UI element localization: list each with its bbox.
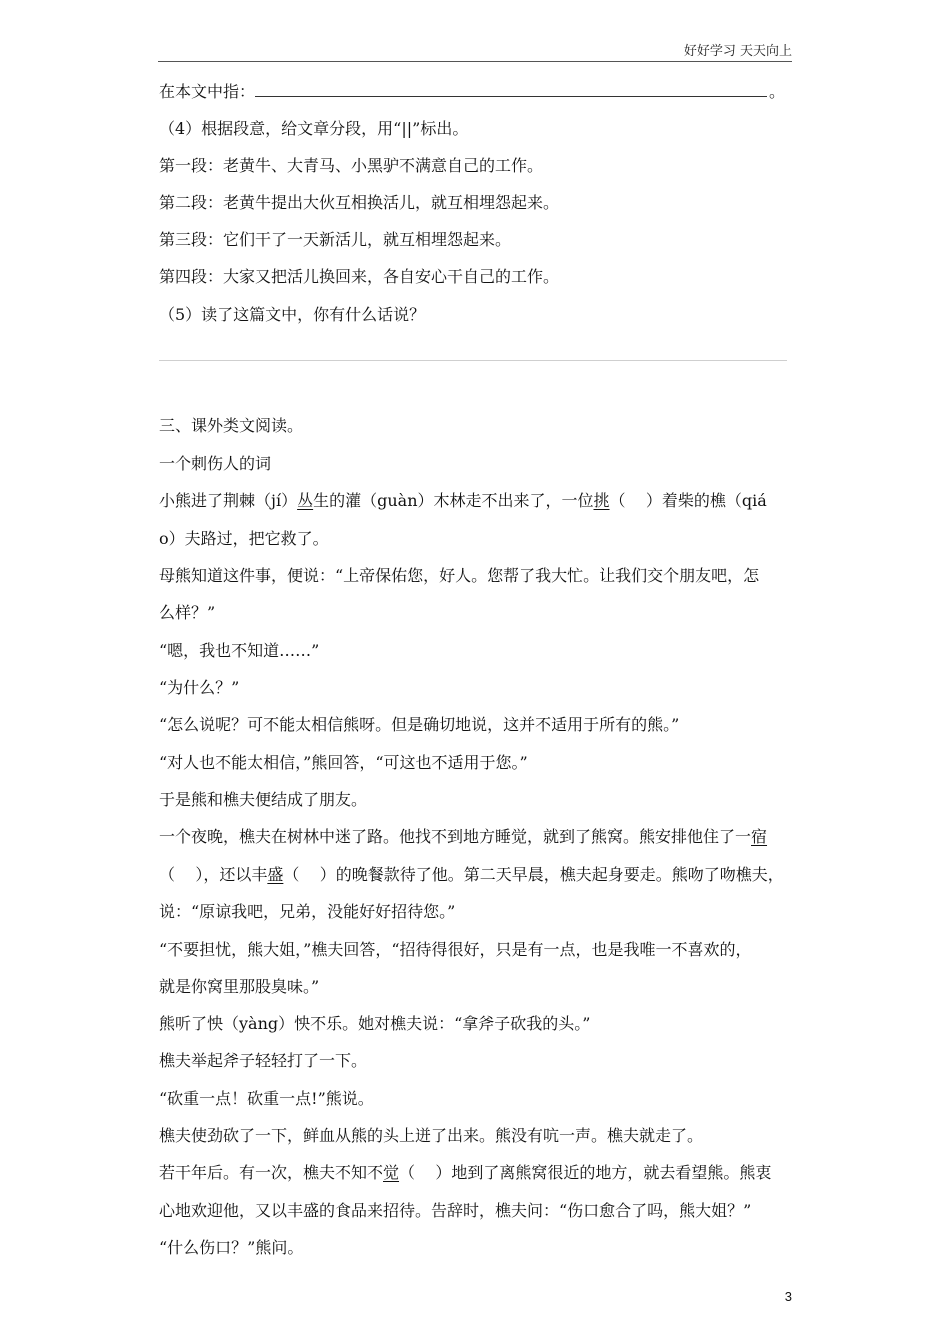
section-title: 三、课外类文阅读。 [159,416,304,435]
story-line-2: o）夫路过，把它救了。 [159,529,329,548]
story-line-21: “什么伤口？”熊问。 [159,1238,304,1257]
story-line-15: 熊听了怏（yàng）怏不乐。她对樵夫说：“拿斧子砍我的头。” [159,1014,591,1033]
segment-2: 第二段：老黄牛提出大伙互相换活儿，就互相埋怨起来。 [159,193,560,212]
story-line-20: 心地欢迎他，又以丰盛的食品来招待。告辞时，樵夫问：“伤口愈合了吗，熊大姐？” [159,1201,752,1220]
question-4: （4）根据段意，给文章分段，用“||”标出。 [159,119,469,138]
story-line-9: 于是熊和樵夫便结成了朋友。 [159,790,368,809]
text: （ ），还以丰 [159,865,268,884]
text: （ ）的晚餐款待了他。第二天早晨，樵夫起身要走。熊吻了吻樵夫， [283,865,784,884]
underlined-char: 挑 [593,491,610,510]
segment-3: 第三段：它们干了一天新活儿，就互相埋怨起来。 [159,230,512,249]
segment-1: 第一段：老黄牛、大青马、小黑驴不满意自己的工作。 [159,156,544,175]
underlined-char: 觉 [383,1163,400,1182]
story-line-1 [159,491,767,511]
text: （ ）着柴的樵（qiá [609,491,767,510]
story-line-12: 说：“原谅我吧，兄弟，没能好好招待您。” [159,902,456,921]
question-3-line [159,82,785,102]
text: （ ）地到了离熊窝很近的地方，就去看望熊。熊衷 [399,1163,772,1182]
story-line-14: 就是你窝里那股臭味。” [159,977,320,996]
story-line-18: 樵夫使劲砍了一下，鲜血从熊的头上迸了出来。熊没有吭一声。樵夫就走了。 [159,1126,704,1145]
q3-suffix: 。 [769,82,786,101]
underlined-char: 宿 [751,827,768,846]
header-text: 好好学习 天天向上 [683,44,792,59]
text: 一个夜晚，樵夫在树林中迷了路。他找不到地方睡觉，就到了熊窝。熊安排他住了一 [159,827,752,846]
story-line-11 [159,865,784,885]
story-line-13: “不要担忧，熊大姐，”樵夫回答，“招待得很好，只是有一点，也是我唯一不喜欢的， [159,940,752,959]
story-line-10 [159,827,767,847]
story-line-6: “为什么？” [159,678,240,697]
story-line-7: “怎么说呢？可不能太相信熊呀。但是确切地说，这并不适用于所有的熊。” [159,715,680,734]
segment-4: 第四段：大家又把活儿换回来，各自安心干自己的工作。 [159,267,560,286]
story-line-4: 么样？” [159,603,216,622]
story-line-19 [159,1163,771,1183]
text: 生的灌（guàn）木林走不出来了，一位 [313,491,594,510]
story-line-16: 樵夫举起斧子轻轻打了一下。 [159,1051,368,1070]
story-title: 一个刺伤人的词 [159,454,272,473]
story-line-5: “嗯，我也不知道……” [159,641,320,660]
page-number: 3 [784,1289,792,1304]
story-line-8: “对人也不能太相信，”熊回答，“可这也不适用于您。” [159,753,528,772]
question-5: （5）读了这篇文中，你有什么话说？ [159,305,426,324]
answer-line[interactable] [159,360,787,361]
text: 小熊进了荆棘（jí） [159,491,298,510]
underlined-char: 盛 [267,865,284,884]
text: 若干年后。有一次，樵夫不知不 [159,1163,384,1182]
story-line-3: 母熊知道这件事，便说：“上帝保佑您，好人。您帮了我大忙。让我们交个朋友吧，怎 [159,566,760,585]
answer-blank[interactable] [255,82,767,97]
q3-prefix: 在本文中指： [159,82,256,101]
underlined-char: 丛 [297,491,314,510]
header-rule [158,61,792,62]
story-line-17: “砍重一点！砍重一点!”熊说。 [159,1089,374,1108]
